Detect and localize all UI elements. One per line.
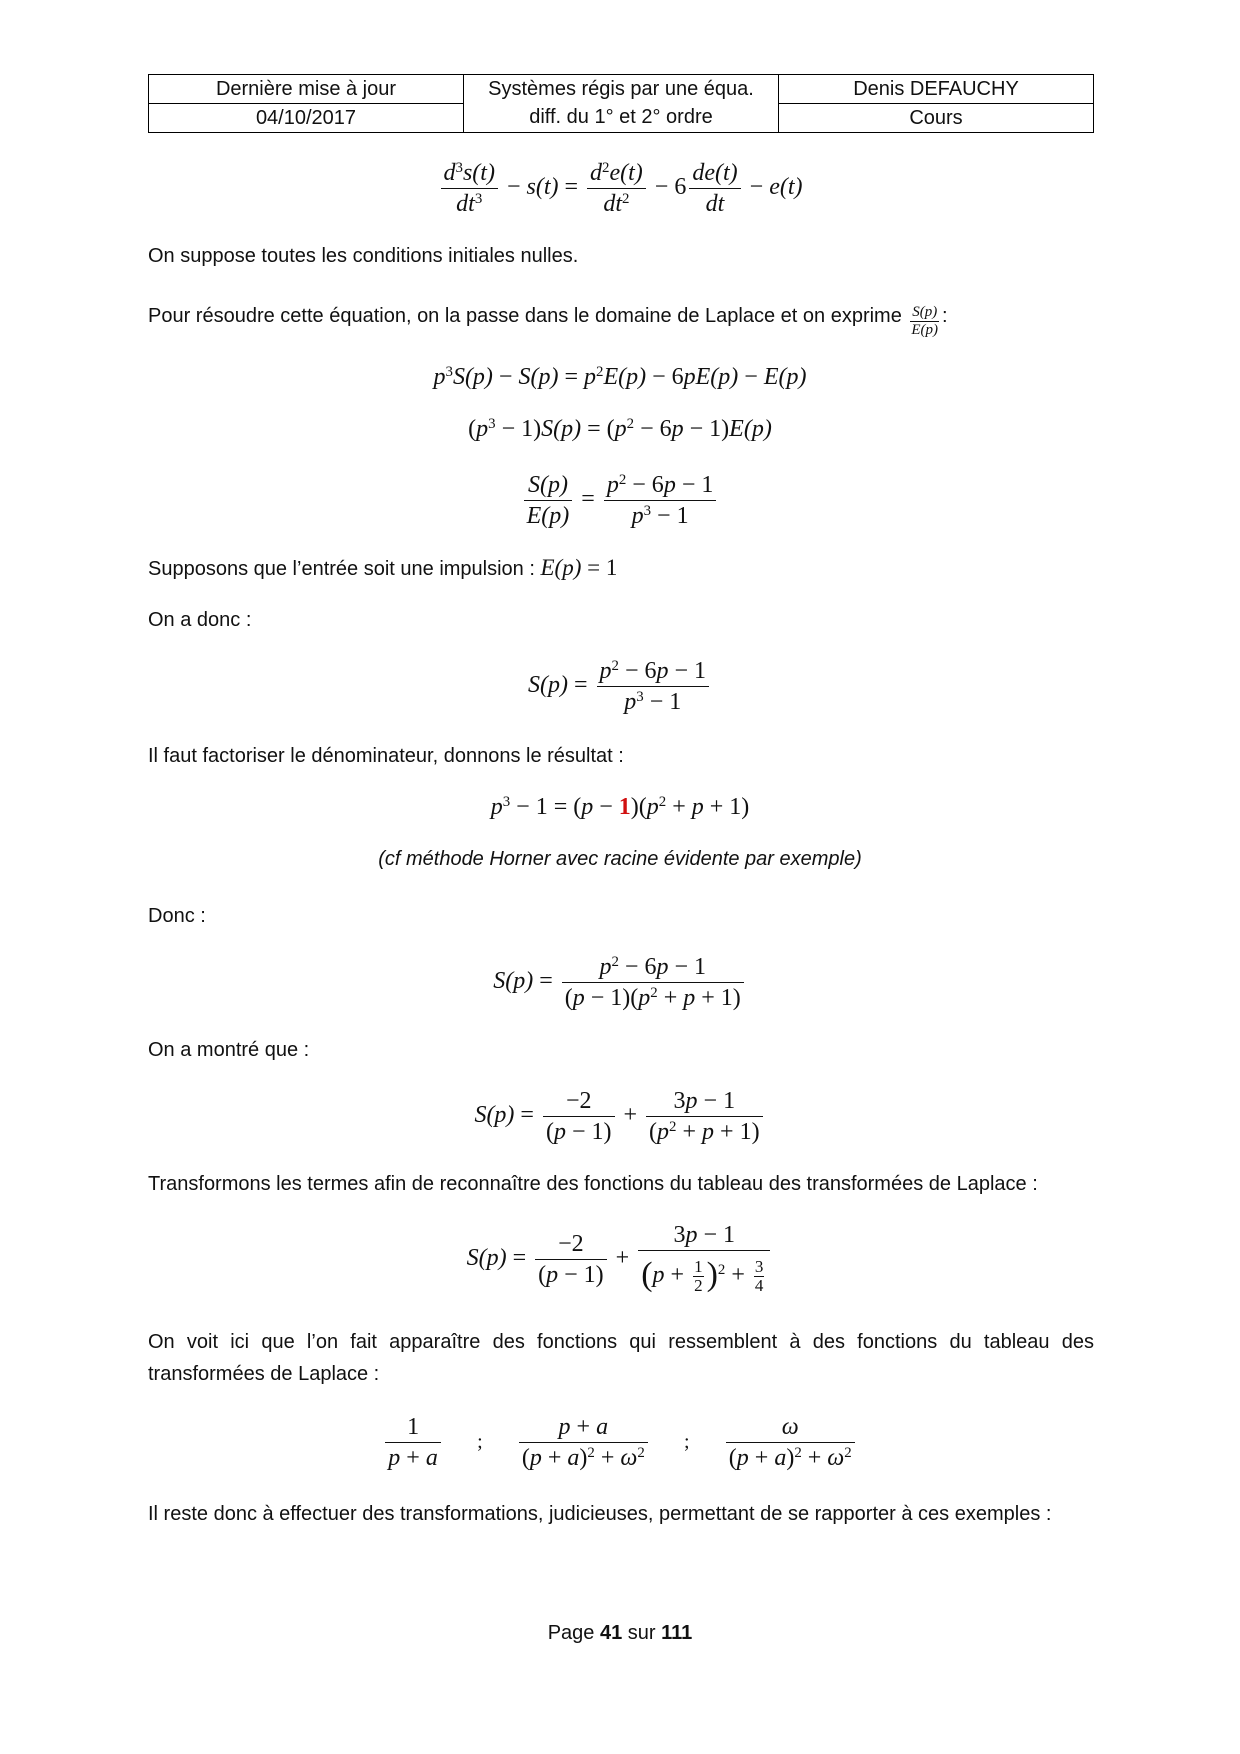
paragraph-initial-conditions: On suppose toutes les conditions initiales nulles.	[148, 245, 579, 267]
page-number: 41	[599, 1622, 623, 1644]
paragraph-impulse	[148, 552, 617, 585]
reference-cosine-form: $\frac{p + a}{(p + a)^2 + \omega^2}$	[519, 1412, 648, 1473]
transfer-ratio-expression: $\frac{p^2 - 6p - 1}{p^3 - 1}$	[604, 470, 717, 531]
header-table	[148, 74, 1094, 133]
canonical-fraction-first: $\frac{-2}{(p - 1)}$	[535, 1229, 607, 1290]
paragraph-factorize: Il faut factoriser le dénominateur, donnons le résultat :	[148, 745, 624, 767]
horner-note: (cf méthode Horner avec racine évidente par exemple)	[378, 848, 862, 870]
separator: ;	[683, 1431, 690, 1454]
paragraph-recognize: On voit ici que l’on fait apparaître des fonctions qui ressemblent à des fonctions du tableau des transformées de Laplace :	[148, 1331, 1094, 1385]
output-fraction: $\frac{p^2 - 6p - 1}{p^3 - 1}$	[597, 656, 710, 717]
paragraph-transform: Transformons les termes afin de reconnaître des fonctions du tableau des transformées de Laplace :	[148, 1173, 1038, 1195]
total-pages: 111	[661, 1622, 693, 1644]
page-label: Page	[547, 1622, 595, 1644]
document-title-line1: Systèmes régis par une équa.	[488, 78, 754, 100]
transfer-ratio: $\frac{S(p)}{E(p)}$	[524, 470, 573, 531]
of-label: sur	[627, 1622, 656, 1644]
output-factored: S(p) = $\frac{p^2 - 6p - 1}{(p - 1)(p^2 + p + 1)}$	[0, 952, 1240, 1013]
page-footer	[0, 1622, 1240, 1645]
eq-fraction: $\frac{de(t)}{dt}$	[689, 158, 740, 219]
canonical-form: S(p) = $\frac{-2}{(p - 1)}$ + 3p − 1 (p + $\frac{1}{2}$ )$^2$ + $\frac{3}{4}$	[0, 1220, 1240, 1299]
paragraph-therefore: On a donc :	[148, 609, 252, 631]
last-update-label: Dernière mise à jour	[149, 75, 464, 104]
factored-equation: $(p^3 - 1)S(p) = (p^2 - 6p - 1)E(p)$	[468, 415, 772, 442]
document-type: Cours	[779, 104, 1094, 133]
paragraph-so: Donc :	[148, 905, 206, 927]
document-title-line2: diff. du 1° et 2° ordre	[529, 106, 713, 128]
output-factored-fraction: $\frac{p^2 - 6p - 1}{(p - 1)(p^2 + p + 1)}$	[562, 952, 744, 1013]
document-title	[464, 75, 779, 133]
eq-fraction: $\frac{d^3s(t)}{dt^3}$	[441, 158, 498, 219]
paragraph-laplace-intro: Pour résoudre cette équation, on la passe dans le domaine de Laplace et on exprime $\frac{S(p)}{E(p)}$ :	[148, 304, 948, 338]
reference-first-order: $\frac{1}{p + a}$	[385, 1412, 441, 1473]
paragraph-laplace-text: Pour résoudre cette équation, on la passe dans le domaine de Laplace et on exprime	[148, 305, 902, 327]
partial-fraction-second: $\frac{3p - 1}{(p^2 + p + 1)}$	[646, 1086, 763, 1147]
partial-fractions: S(p) = $\frac{-2}{(p - 1)}$ + $\frac{3p - 1}{(p^2 + p + 1)}$	[0, 1086, 1240, 1147]
differential-equation: $\frac{d^3s(t)}{dt^3}$ − s(t) = $\frac{d^2e(t)}{dt^2}$ − 6 $\frac{de(t)}{dt}$ − e(t)	[0, 158, 1240, 219]
transfer-ratio-inline: $\frac{S(p)}{E(p)}$	[911, 304, 939, 338]
reference-transforms	[0, 1412, 1240, 1473]
partial-fraction-first: $\frac{-2}{(p - 1)}$	[543, 1086, 615, 1147]
paragraph-remaining: Il reste donc à effectuer des transformations, judicieuses, permettant de se rapporter à ces exemples :	[148, 1503, 1052, 1525]
denominator-factorization: $p^3 - 1 = (p - 1)(p^2 + p + 1)$	[490, 793, 750, 820]
canonical-fraction-second: 3p − 1 (p + $\frac{1}{2}$ )$^2$ + $\frac{3}{4}$	[638, 1220, 770, 1299]
paragraph-shown: On a montré que :	[148, 1039, 310, 1061]
output-expression: S(p) = $\frac{p^2 - 6p - 1}{p^3 - 1}$	[0, 656, 1240, 717]
reference-sine-form: $\frac{\omega}{(p + a)^2 + \omega^2}$	[726, 1412, 855, 1473]
laplace-equation: $p^3S(p) - S(p) = p^2E(p) - 6pE(p) - E(p)$	[433, 363, 807, 390]
transfer-function: $\frac{S(p)}{E(p)}$ = $\frac{p^2 - 6p - 1}{p^3 - 1}$	[0, 470, 1240, 531]
author-name: Denis DEFAUCHY	[779, 75, 1094, 104]
paragraph-impulse-text: Supposons que l’entrée soit une impulsion :	[148, 558, 535, 580]
update-date: 04/10/2017	[149, 104, 464, 133]
eq-fraction: $\frac{d^2e(t)}{dt^2}$	[587, 158, 646, 219]
separator: ;	[477, 1431, 483, 1454]
evident-root: 1	[618, 794, 631, 820]
impulse-equation: E(p) = 1	[540, 555, 618, 580]
